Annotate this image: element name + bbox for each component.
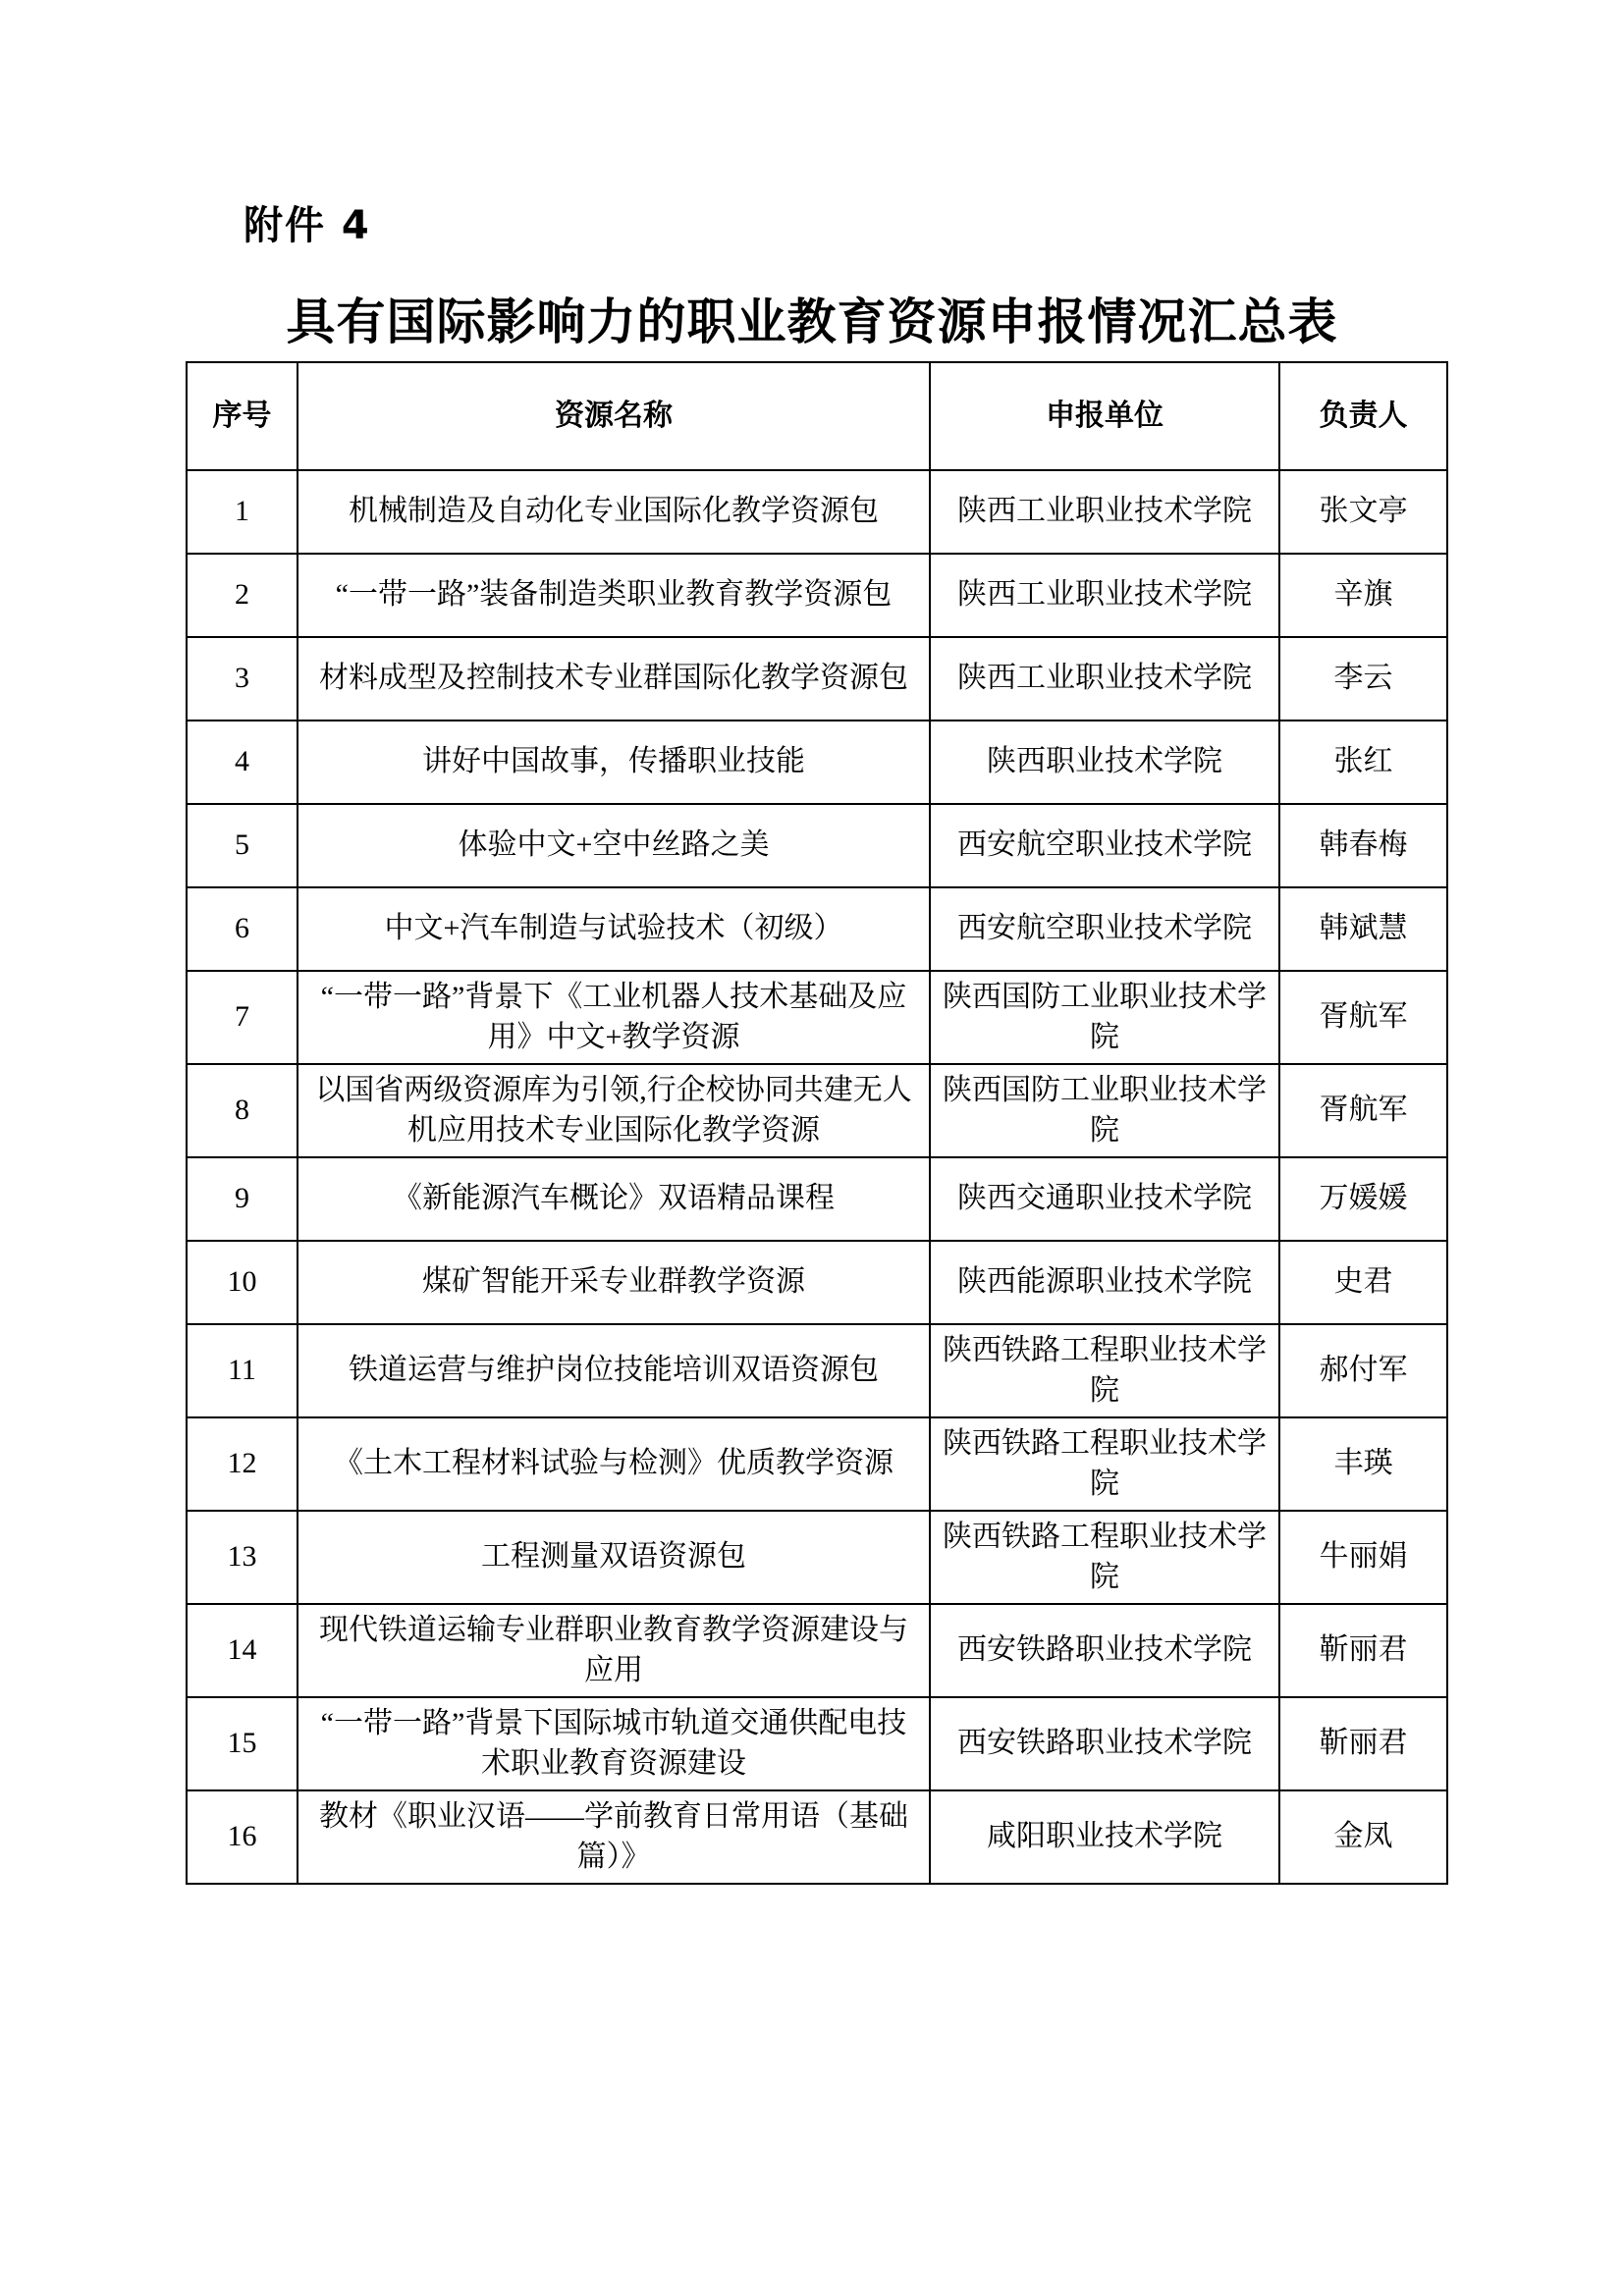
table-row (187, 1697, 1447, 1790)
cell-no: 7 (187, 971, 298, 1064)
cell-resource-name: 工程测量双语资源包 (298, 1511, 930, 1604)
cell-unit: 陕西铁路工程职业技术学院 (930, 1324, 1279, 1417)
header-no: 序号 (187, 362, 298, 470)
cell-unit: 陕西交通职业技术学院 (930, 1157, 1279, 1241)
cell-person: 史君 (1279, 1241, 1447, 1324)
cell-no: 9 (187, 1157, 298, 1241)
cell-person: 韩春梅 (1279, 804, 1447, 887)
table-row (187, 721, 1447, 804)
cell-person: 丰瑛 (1279, 1417, 1447, 1511)
cell-resource-name: 机械制造及自动化专业国际化教学资源包 (298, 470, 930, 554)
cell-no: 1 (187, 470, 298, 554)
cell-no: 2 (187, 554, 298, 637)
table-row (187, 1157, 1447, 1241)
cell-resource-name: “一带一路”背景下《工业机器人技术基础及应用》中文+教学资源 (298, 971, 930, 1064)
cell-unit: 陕西铁路工程职业技术学院 (930, 1511, 1279, 1604)
table-row (187, 1241, 1447, 1324)
cell-person: 郝付军 (1279, 1324, 1447, 1417)
header-name: 资源名称 (298, 362, 930, 470)
cell-person: 韩斌慧 (1279, 887, 1447, 971)
cell-person: 胥航军 (1279, 1064, 1447, 1157)
cell-unit: 咸阳职业技术学院 (930, 1790, 1279, 1884)
cell-person: 万媛媛 (1279, 1157, 1447, 1241)
cell-resource-name: 煤矿智能开采专业群教学资源 (298, 1241, 930, 1324)
cell-resource-name: 讲好中国故事，传播职业技能 (298, 721, 930, 804)
cell-person: 靳丽君 (1279, 1604, 1447, 1697)
cell-person: 牛丽娟 (1279, 1511, 1447, 1604)
cell-person: 金凤 (1279, 1790, 1447, 1884)
cell-unit: 陕西工业职业技术学院 (930, 470, 1279, 554)
table-row (187, 1417, 1447, 1511)
cell-person: 李云 (1279, 637, 1447, 721)
cell-no: 16 (187, 1790, 298, 1884)
cell-no: 5 (187, 804, 298, 887)
cell-unit: 陕西铁路工程职业技术学院 (930, 1417, 1279, 1511)
cell-no: 13 (187, 1511, 298, 1604)
header-person: 负责人 (1279, 362, 1447, 470)
cell-person: 靳丽君 (1279, 1697, 1447, 1790)
cell-no: 6 (187, 887, 298, 971)
table-row (187, 1604, 1447, 1697)
cell-no: 8 (187, 1064, 298, 1157)
cell-no: 12 (187, 1417, 298, 1511)
page-title: 具有国际影响力的职业教育资源申报情况汇总表 (286, 294, 1338, 349)
cell-unit: 陕西工业职业技术学院 (930, 554, 1279, 637)
table-row (187, 1324, 1447, 1417)
cell-unit: 西安航空职业技术学院 (930, 804, 1279, 887)
cell-person: 胥航军 (1279, 971, 1447, 1064)
table-row (187, 804, 1447, 887)
cell-resource-name: 《土木工程材料试验与检测》优质教学资源 (298, 1417, 930, 1511)
cell-resource-name: 中文+汽车制造与试验技术（初级） (298, 887, 930, 971)
cell-no: 4 (187, 721, 298, 804)
header-unit: 申报单位 (930, 362, 1279, 470)
table-row (187, 887, 1447, 971)
table-row (187, 637, 1447, 721)
header-row (187, 362, 1447, 470)
cell-resource-name: “一带一路”背景下国际城市轨道交通供配电技术职业教育资源建设 (298, 1697, 930, 1790)
cell-unit: 陕西能源职业技术学院 (930, 1241, 1279, 1324)
cell-resource-name: 现代铁道运输专业群职业教育教学资源建设与应用 (298, 1604, 930, 1697)
table-row (187, 1790, 1447, 1884)
cell-person: 张红 (1279, 721, 1447, 804)
cell-no: 14 (187, 1604, 298, 1697)
cell-no: 10 (187, 1241, 298, 1324)
table-row (187, 1064, 1447, 1157)
cell-unit: 陕西国防工业职业技术学院 (930, 971, 1279, 1064)
cell-no: 15 (187, 1697, 298, 1790)
cell-unit: 西安航空职业技术学院 (930, 887, 1279, 971)
table-row (187, 554, 1447, 637)
table-row (187, 971, 1447, 1064)
cell-resource-name: 教材《职业汉语——学前教育日常用语（基础篇）》 (298, 1790, 930, 1884)
attachment-label: 附件 4 (244, 203, 371, 248)
cell-no: 11 (187, 1324, 298, 1417)
cell-unit: 陕西工业职业技术学院 (930, 637, 1279, 721)
cell-unit: 陕西职业技术学院 (930, 721, 1279, 804)
cell-resource-name: “一带一路”装备制造类职业教育教学资源包 (298, 554, 930, 637)
summary-table (186, 361, 1448, 1885)
cell-resource-name: 铁道运营与维护岗位技能培训双语资源包 (298, 1324, 930, 1417)
table-row (187, 470, 1447, 554)
cell-person: 张文亭 (1279, 470, 1447, 554)
cell-no: 3 (187, 637, 298, 721)
cell-resource-name: 材料成型及控制技术专业群国际化教学资源包 (298, 637, 930, 721)
cell-person: 辛旗 (1279, 554, 1447, 637)
cell-resource-name: 《新能源汽车概论》双语精品课程 (298, 1157, 930, 1241)
table-row (187, 1511, 1447, 1604)
cell-unit: 陕西国防工业职业技术学院 (930, 1064, 1279, 1157)
cell-unit: 西安铁路职业技术学院 (930, 1604, 1279, 1697)
cell-resource-name: 以国省两级资源库为引领,行企校协同共建无人机应用技术专业国际化教学资源 (298, 1064, 930, 1157)
table-body (187, 470, 1447, 1884)
cell-resource-name: 体验中文+空中丝路之美 (298, 804, 930, 887)
cell-unit: 西安铁路职业技术学院 (930, 1697, 1279, 1790)
